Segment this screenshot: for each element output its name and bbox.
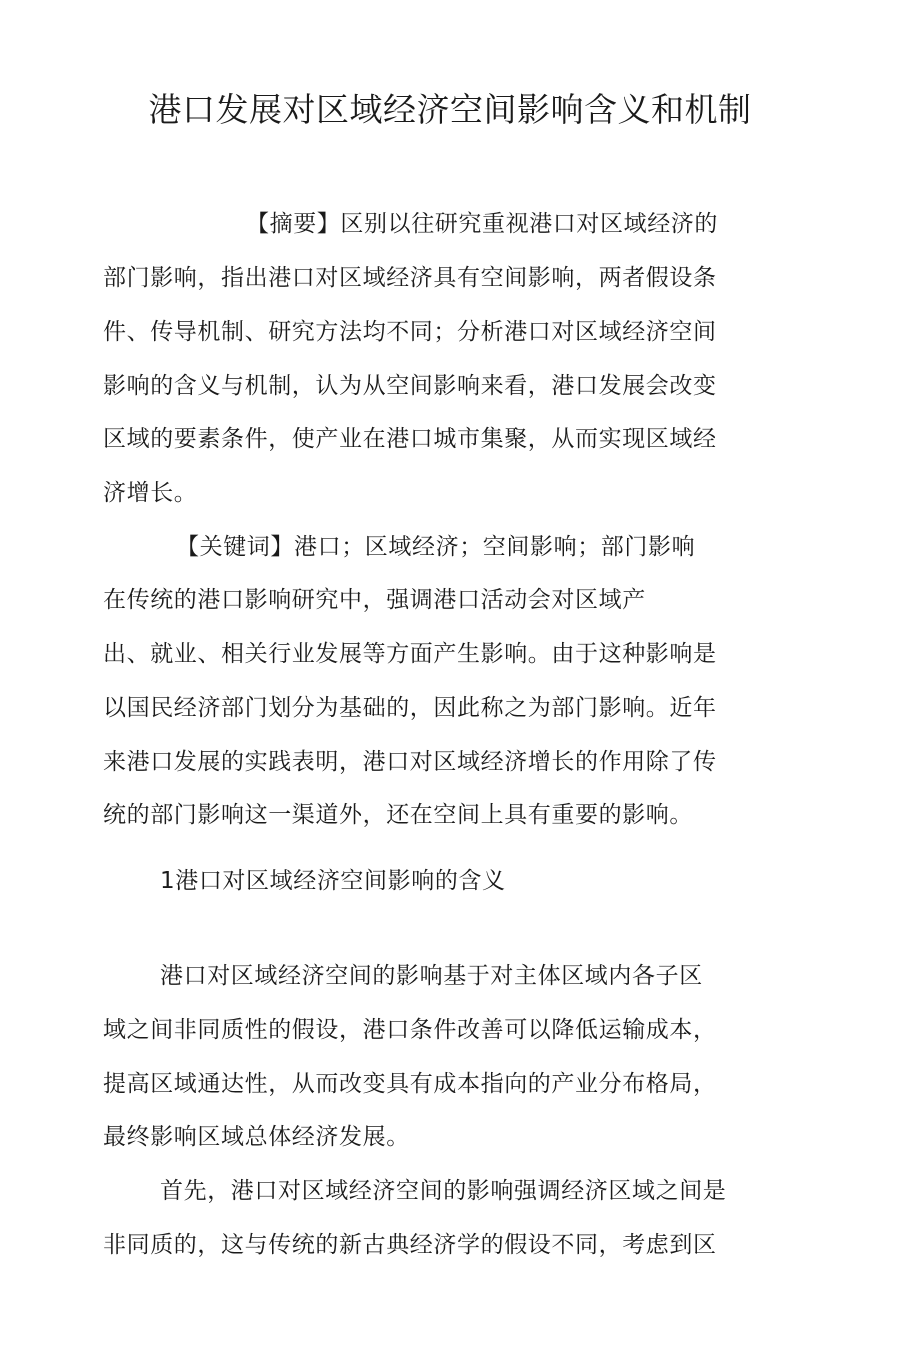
body-line: 首先，港口对区域经济空间的影响强调经济区域之间是 [160,1178,727,1204]
body-line: 以国民经济部门划分为基础的，因此称之为部门影响。近年 [103,695,717,721]
body-line: 统的部门影响这一渠道外，还在空间上具有重要的影响。 [103,802,693,828]
body-line: 非同质的，这与传统的新古典经济学的假设不同，考虑到区 [103,1232,717,1258]
body-line: 提高区域通达性，从而改变具有成本指向的产业分布格局， [103,1071,717,1097]
abstract-line: 部门影响，指出港口对区域经济具有空间影响，两者假设条 [103,265,717,291]
abstract-line: 【摘要】区别以往研究重视港口对区域经济的 [246,211,718,237]
document-title: 港口发展对区域经济空间影响含义和机制 [148,90,752,129]
body-line: 出、就业、相关行业发展等方面产生影响。由于这种影响是 [103,641,717,667]
body-line: 港口对区域经济空间的影响基于对主体区域内各子区 [160,963,703,989]
section-heading: 1港口对区域经济空间影响的含义 [160,868,506,894]
body-line: 来港口发展的实践表明，港口对区域经济增长的作用除了传 [103,749,717,775]
abstract-line: 影响的含义与机制，认为从空间影响来看，港口发展会改变 [103,373,717,399]
abstract-line: 件、传导机制、研究方法均不同；分析港口对区域经济空间 [103,319,717,345]
abstract-line: 济增长。 [103,480,198,506]
body-line: 在传统的港口影响研究中，强调港口活动会对区域产 [103,587,646,613]
abstract-line: 区域的要素条件，使产业在港口城市集聚，从而实现区域经 [103,426,717,452]
body-line: 域之间非同质性的假设，港口条件改善可以降低运输成本， [103,1017,717,1043]
keywords-line: 【关键词】港口；区域经济；空间影响；部门影响 [176,534,696,560]
body-line: 最终影响区域总体经济发展。 [103,1124,410,1150]
